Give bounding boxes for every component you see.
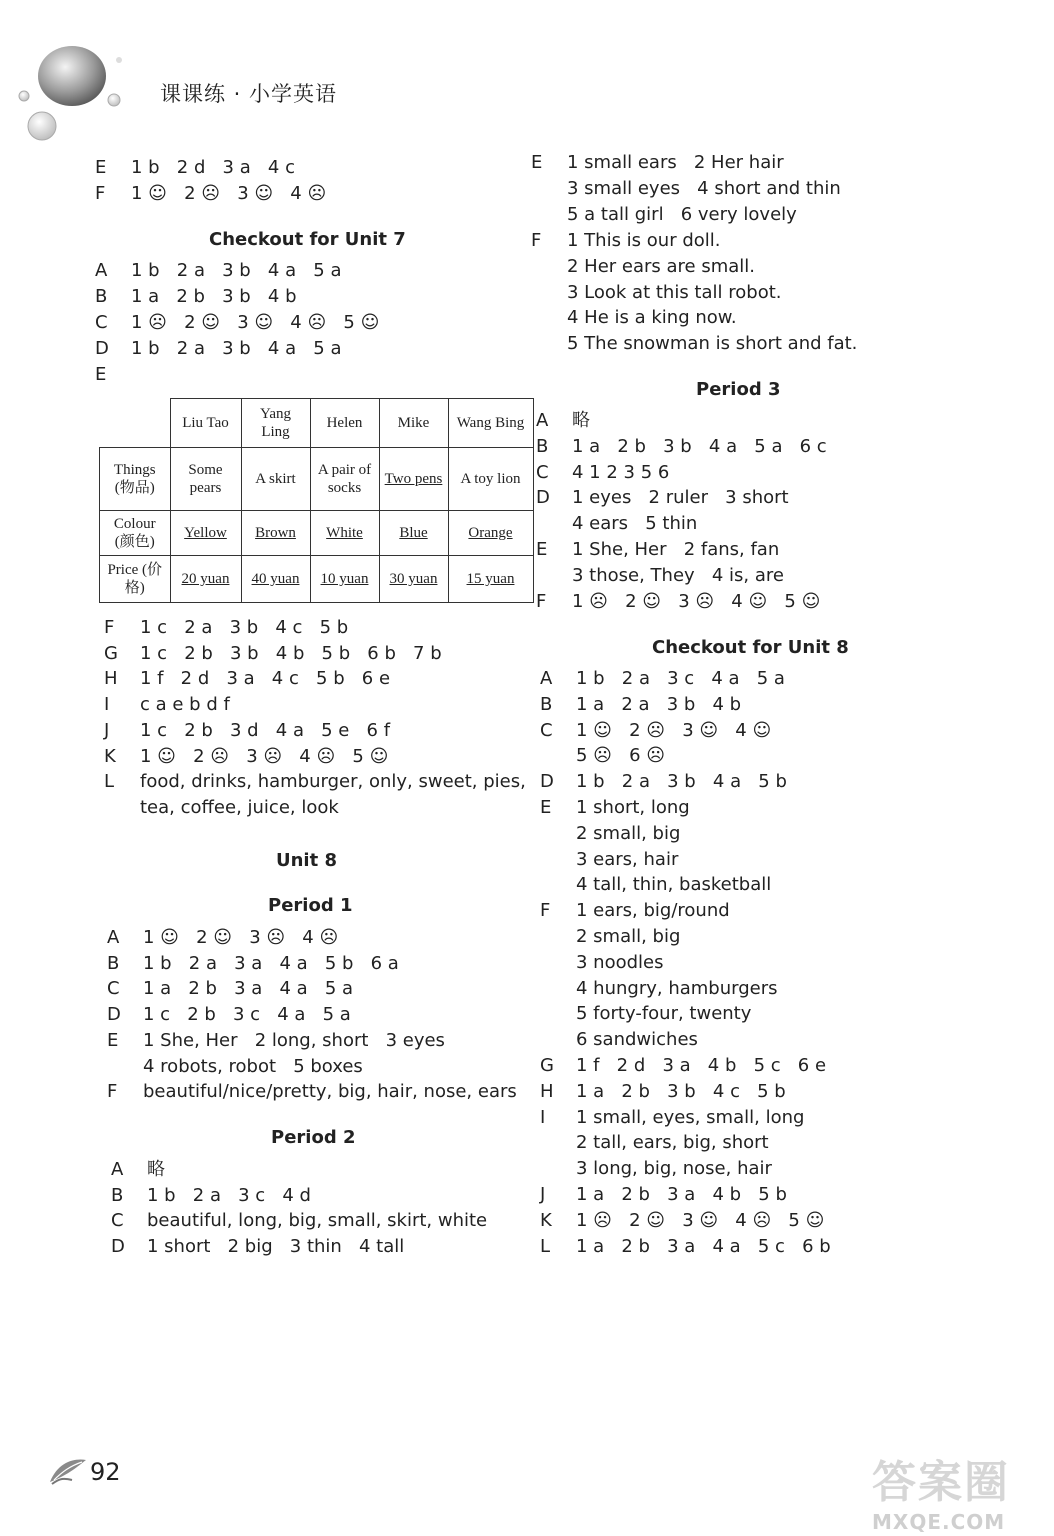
section-title: Period 3 [696, 379, 781, 400]
answer-text: 1 small ears 2 Her hair [567, 152, 784, 173]
table-cell [100, 556, 171, 603]
answer-label: B [95, 286, 108, 307]
answer-label: E [95, 364, 107, 385]
answer-label: D [540, 771, 554, 793]
answer-text: 3 small eyes 4 short and thin [567, 177, 841, 199]
answer-text: 1 c 2 b 3 b 4 b 5 b 6 b 7 b [140, 642, 442, 664]
answer-text: beautiful, long, big, small, skirt, white [147, 1210, 488, 1232]
answer-line [95, 259, 341, 283]
answer-label: K [104, 745, 116, 767]
table-cell [170, 556, 241, 603]
answer-text: 2 tall, ears, big, short [576, 1132, 769, 1154]
watermark-top-text: 答案圈 [872, 1457, 1010, 1508]
answer-text: 略 [572, 410, 590, 431]
answer-line [107, 1029, 445, 1053]
table-cell-text: 10 yuan [320, 571, 369, 587]
answer-label: L [104, 771, 115, 793]
table-header-cell: Liu Tao [170, 399, 241, 448]
table-cell-text: Two pens [384, 471, 443, 487]
answer-text: 1 She, Her 2 fans, fan [572, 539, 780, 560]
answer-text: 2 small, big [576, 822, 681, 844]
page-number: 92 [90, 1458, 121, 1486]
table-cell-text: A skirt [255, 471, 296, 487]
answer-text: 3 those, They 4 is, are [572, 564, 784, 586]
answer-line [531, 203, 797, 227]
answer-line [531, 177, 841, 201]
answer-label: B [107, 952, 120, 974]
answer-label: C [95, 312, 108, 333]
answer-text: 1 b 2 a 3 b 4 a 5 a [131, 260, 342, 281]
table-cell-text: Yellow [184, 525, 227, 541]
answer-line [111, 1158, 165, 1182]
answer-label: A [111, 1159, 124, 1180]
table-cell-text: 30 yuan [389, 571, 438, 587]
answer-label: F [531, 229, 542, 251]
answer-line [536, 461, 669, 485]
table-cell-text: A pair of socks [317, 462, 372, 496]
answer-line [536, 564, 784, 588]
answer-label: F [104, 617, 115, 638]
table-cell [310, 556, 379, 603]
answer-label: D [95, 338, 109, 359]
answer-text: 1 ears, big/round [576, 900, 730, 922]
answer-label: C [540, 719, 553, 741]
answer-line [95, 285, 297, 309]
answer-text: 3 ears, hair [576, 848, 679, 870]
answer-line [104, 745, 388, 769]
answer-label: I [540, 1106, 546, 1128]
table-cell-text: 15 yuan [466, 571, 515, 587]
answer-text: 4 tall, thin, basketball [576, 874, 772, 896]
answer-line [540, 1235, 831, 1259]
answer-line [536, 435, 827, 459]
answer-label: B [536, 435, 549, 457]
answer-text: 5 a tall girl 6 very lovely [567, 203, 797, 225]
answer-label: G [104, 642, 118, 664]
answer-line [95, 311, 379, 335]
watermark-bottom-text: MXQE.COM [872, 1510, 1006, 1534]
table-cell-text: A toy lion [460, 471, 521, 487]
answer-line [540, 719, 771, 743]
answer-text: 1 c 2 a 3 b 4 c 5 b [140, 617, 349, 638]
table-header-row [100, 399, 534, 448]
answer-line [540, 1002, 751, 1026]
answer-text: 1 short, long [576, 797, 690, 818]
answer-text: 1 ☺ 2 ☺ 3 ☹ 4 ☹ [143, 927, 339, 948]
answer-line [531, 229, 720, 253]
answer-text: 1 small, eyes, small, long [576, 1106, 805, 1128]
answer-text: 1 a 2 b 3 a 4 b 5 b [576, 1184, 787, 1205]
bubbles-decoration-icon [14, 38, 134, 148]
answer-label: B [111, 1184, 124, 1206]
answer-line [95, 182, 326, 206]
table-cell-text: White [326, 525, 363, 541]
answer-line [531, 332, 857, 356]
answer-line [536, 409, 590, 433]
answer-label: K [540, 1209, 552, 1231]
answer-text: 1 b 2 a 3 c 4 d [147, 1184, 311, 1206]
answer-label: E [536, 539, 548, 560]
answer-label: D [107, 1004, 121, 1026]
answer-line [540, 1157, 772, 1181]
answer-line [107, 1055, 363, 1079]
answer-label: E [540, 797, 552, 818]
answer-line [540, 693, 741, 717]
table-cell [448, 556, 533, 603]
answer-text: 1 She, Her 2 long, short 3 eyes [143, 1029, 445, 1051]
answer-label: E [95, 157, 107, 178]
answer-text: c a e b d f [140, 694, 230, 716]
answer-label: D [536, 487, 550, 509]
answer-label: J [540, 1184, 546, 1205]
answer-text: 1 a 2 b 3 b 4 a 5 a 6 c [572, 435, 827, 457]
answer-text: 1 a 2 b 3 a 4 a 5 a [143, 978, 354, 1000]
answer-text: 4 robots, robot 5 boxes [143, 1055, 363, 1077]
answer-label: D [111, 1236, 125, 1258]
section-title: Period 1 [268, 895, 353, 916]
answer-table [99, 398, 534, 603]
table-cell [241, 511, 310, 556]
watermark [872, 1446, 1042, 1534]
answer-text: 1 c 2 b 3 c 4 a 5 a [143, 1004, 351, 1026]
table-cell-text: Brown [255, 525, 296, 541]
answer-text: 1 b 2 d 3 a 4 c [131, 157, 295, 178]
answer-line [540, 848, 678, 872]
answer-text: 1 b 2 a 3 b 4 a 5 b [576, 771, 787, 793]
answer-text: 1 b 2 a 3 a 4 a 5 b 6 a [143, 952, 399, 974]
table-row [100, 511, 534, 556]
table-cell [379, 511, 448, 556]
table-row [100, 556, 534, 603]
answer-line [107, 952, 399, 976]
answer-text: 3 noodles [576, 951, 664, 973]
answer-line [104, 616, 348, 640]
answer-label: A [536, 410, 549, 431]
answer-text: 2 Her ears are small. [567, 255, 756, 277]
answer-label: E [531, 152, 543, 173]
table-cell-text: Blue [399, 525, 428, 541]
answer-line [111, 1184, 311, 1208]
answer-label: J [104, 719, 110, 741]
page-header-title: 课课练 · 小学英语 [160, 82, 338, 106]
answer-text: 1 ☺ 2 ☹ 3 ☹ 4 ☹ 5 ☺ [140, 745, 389, 767]
answer-text: 4 1 2 3 5 6 [572, 461, 670, 483]
answer-line [531, 281, 781, 305]
table-cell-text: Colour (颜色) [113, 516, 156, 550]
answer-label: I [104, 694, 110, 716]
answer-text: 5 forty-four, twenty [576, 1003, 752, 1025]
answer-line [536, 486, 789, 510]
answer-line [95, 363, 131, 387]
table-cell-text: 20 yuan [181, 571, 230, 587]
answer-line [540, 796, 690, 820]
answer-text: 1 ☺ 2 ☹ 3 ☺ 4 ☹ [131, 183, 327, 204]
answer-label: E [107, 1029, 119, 1051]
table-cell [379, 556, 448, 603]
table-cell [448, 448, 533, 511]
answer-line [104, 796, 339, 820]
answer-label: B [540, 693, 553, 715]
answer-line [104, 719, 390, 743]
answer-line [531, 255, 755, 279]
section-title: Period 2 [271, 1127, 356, 1148]
answer-label: A [95, 260, 108, 281]
answer-label: C [111, 1210, 124, 1232]
answer-text: 4 ears 5 thin [572, 513, 698, 535]
answer-text: 1 b 2 a 3 c 4 a 5 a [576, 668, 785, 689]
answer-line [107, 977, 353, 1001]
answer-line [104, 642, 442, 666]
table-cell-text: Price (价格) [107, 562, 163, 596]
answer-line [95, 337, 341, 361]
answer-text: 3 long, big, nose, hair [576, 1158, 772, 1180]
table-cell-text: Orange [468, 525, 513, 541]
answer-label: F [95, 183, 106, 204]
answer-text: 6 sandwiches [576, 1029, 698, 1051]
answer-line [540, 873, 771, 897]
answer-label: G [540, 1055, 554, 1076]
answer-line [111, 1235, 404, 1259]
table-header-cell: Wang Bing [448, 399, 533, 448]
answer-text: 1 a 2 a 3 b 4 b [576, 693, 742, 715]
answer-text: 1 a 2 b 3 a 4 a 5 c 6 b [576, 1235, 831, 1257]
answer-line [540, 1106, 804, 1130]
leaf-icon [48, 1456, 88, 1486]
answer-text: food, drinks, hamburger, only, sweet, pies, [140, 771, 526, 793]
answer-line [531, 151, 784, 175]
answer-text: 1 This is our doll. [567, 229, 721, 251]
answer-text: 1 a 2 b 3 b 4 c 5 b [576, 1080, 786, 1102]
answer-label: F [540, 900, 551, 922]
answer-text: 1 c 2 b 3 d 4 a 5 e 6 f [140, 719, 391, 741]
answer-line [536, 512, 697, 536]
answer-line [107, 1003, 351, 1027]
answer-text: tea, coffee, juice, look [140, 796, 339, 818]
answer-text: 4 hungry, hamburgers [576, 977, 778, 999]
answer-line [104, 693, 230, 717]
table-cell-text: Things (物品) [113, 462, 156, 496]
table-header-cell [100, 399, 171, 448]
table-header-cell: Helen [310, 399, 379, 448]
answer-text: 略 [147, 1159, 165, 1180]
answer-line [540, 1054, 826, 1078]
answer-text: 1 ☹ 2 ☺ 3 ☺ 4 ☹ 5 ☺ [131, 312, 380, 333]
table-cell [310, 511, 379, 556]
answer-text: 3 Look at this tall robot. [567, 281, 782, 303]
answer-line [540, 1028, 698, 1052]
table-header-cell: Yang Ling [241, 399, 310, 448]
answer-text: 5 The snowman is short and fat. [567, 333, 858, 355]
answer-line [536, 538, 779, 562]
answer-line [540, 1183, 787, 1207]
answer-line [107, 1080, 517, 1104]
answer-line [540, 925, 680, 949]
answer-line [104, 667, 390, 691]
section-title: Checkout for Unit 8 [652, 637, 849, 658]
table-cell [100, 511, 171, 556]
table-row [100, 448, 534, 511]
table-cell [448, 511, 533, 556]
table-cell-text: Some pears [188, 462, 223, 496]
answer-line [540, 899, 730, 923]
answer-line [104, 770, 526, 794]
answer-label: C [107, 978, 120, 1000]
table-cell [170, 511, 241, 556]
answer-label: C [536, 461, 549, 483]
answer-line [540, 1209, 824, 1233]
answer-label: F [107, 1081, 118, 1103]
table-cell [310, 448, 379, 511]
answer-line [95, 156, 295, 180]
answer-line [540, 977, 778, 1001]
answer-label: A [540, 668, 553, 689]
answer-line [536, 590, 820, 614]
answer-text: 5 ☹ 6 ☹ [576, 745, 666, 767]
table-cell [241, 556, 310, 603]
answer-line [531, 306, 737, 330]
answer-line [107, 926, 338, 950]
answer-text: 1 ☺ 2 ☹ 3 ☺ 4 ☺ [576, 719, 772, 741]
answer-line [540, 744, 665, 768]
section-title: Checkout for Unit 7 [209, 229, 406, 250]
table-header-cell: Mike [379, 399, 448, 448]
answer-line [111, 1209, 487, 1233]
table-cell [100, 448, 171, 511]
answer-label: A [107, 927, 120, 948]
answer-text: 1 short 2 big 3 thin 4 tall [147, 1236, 405, 1258]
answer-line [540, 1131, 769, 1155]
answer-line [540, 1080, 786, 1104]
answer-label: F [536, 590, 547, 612]
answer-label: H [540, 1080, 554, 1102]
answer-text: 1 b 2 a 3 b 4 a 5 a [131, 338, 342, 359]
table-cell [170, 448, 241, 511]
answer-label: H [104, 668, 118, 690]
answer-text: 1 f 2 d 3 a 4 b 5 c 6 e [576, 1055, 827, 1076]
answer-line [540, 770, 787, 794]
table-cell [241, 448, 310, 511]
answer-text: 1 ☹ 2 ☺ 3 ☺ 4 ☹ 5 ☺ [576, 1209, 825, 1231]
section-title: Unit 8 [276, 850, 337, 871]
answer-line [540, 667, 785, 691]
table-cell-text: 40 yuan [251, 571, 300, 587]
answer-text: 1 eyes 2 ruler 3 short [572, 487, 789, 509]
answer-line [540, 951, 664, 975]
answer-label: L [540, 1235, 551, 1257]
answer-line [540, 822, 680, 846]
answer-text: 1 a 2 b 3 b 4 b [131, 286, 297, 307]
answer-text: 1 f 2 d 3 a 4 c 5 b 6 e [140, 668, 391, 690]
answer-text: beautiful/nice/pretty, big, hair, nose, ears [143, 1081, 517, 1103]
table-cell [379, 448, 448, 511]
answer-text: 1 ☹ 2 ☺ 3 ☹ 4 ☺ 5 ☺ [572, 590, 821, 612]
answer-text: 2 small, big [576, 926, 681, 947]
answer-text: 4 He is a king now. [567, 307, 737, 329]
